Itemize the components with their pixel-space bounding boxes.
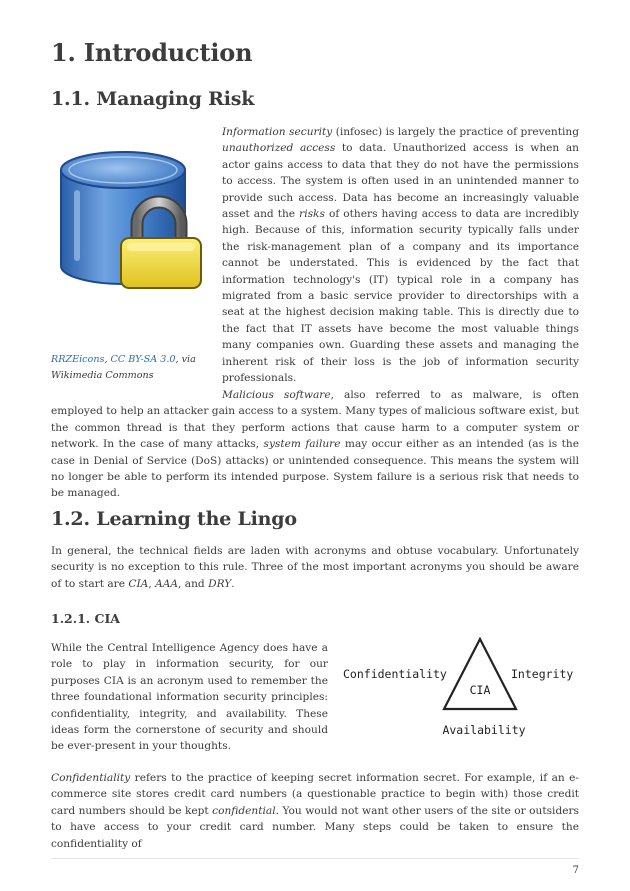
footer-divider bbox=[51, 858, 579, 859]
page-number: 7 bbox=[572, 865, 579, 876]
paragraph-cia: While the Central Intelligence Agency does have a role to play in information security, for our purposes CIA is an acronym used to remember the three foundational information security principles: confidentiality, integrity, and availability. These ideas form the cornerstone of security and should be ever-present in your thoughts. bbox=[51, 642, 328, 753]
triangle-label-integrity: Integrity bbox=[511, 667, 574, 681]
paragraph-information-security: Information security (infosec) is largely the practice of preventing unauthorized access to data. Unauthorized access is when an actor gains access to data that they do not have the permissions to access. The system is often used in an unintended manner to provide such access. Data has become an increasingly valuable asset and the risks of others having access to data are incredibly high. Because of this, information security typically falls under the risk-management plan of a company and its importance cannot be understated. This is evidenced by the fact that information technology's (IT) typical role in a company has migrated from a basic service provider to directorships with a seat at the highest decision making table. This is directly due to the fact that IT assets have become the most valuable things many companies own. Guarding these assets and managing the inherent risk of their loss is the job of information security professionals. bbox=[222, 126, 579, 385]
database-lock-icon bbox=[51, 148, 209, 293]
subsection-title-cia: 1.2.1. CIA bbox=[51, 611, 120, 626]
triangle-label-confidentiality: Confidentiality bbox=[343, 667, 447, 681]
figure-caption: RRZEicons, CC BY-SA 3.0, via Wikimedia Commons bbox=[51, 354, 196, 382]
section-title-managing-risk: 1.1. Managing Risk bbox=[51, 88, 255, 110]
paragraph-acronyms: In general, the technical fields are laden with acronyms and obtuse vocabulary. Unfortunately security is no exception to this rule. Three of the most important acronyms you should be aware of to start are CIA, AAA, and DRY. bbox=[51, 545, 579, 590]
cia-triangle-diagram bbox=[340, 632, 580, 744]
chapter-title: 1. Introduction bbox=[51, 38, 253, 67]
caption-license-link[interactable]: CC BY-SA 3.0 bbox=[110, 354, 176, 365]
caption-author-link[interactable]: RRZEicons bbox=[51, 354, 105, 365]
section-title-learning-lingo: 1.2. Learning the Lingo bbox=[51, 508, 297, 530]
paragraph-confidentiality: Confidentiality refers to the practice of keeping secret information secret. For example, if an e-commerce site stores credit card numbers (a questionable practice to begin with) those credit card numbers should be kept confidential. You would not want other users of the site or outsiders to have access to your credit card number. Many steps could be taken to ensure the confidentiality of bbox=[51, 772, 579, 850]
triangle-label-availability: Availability bbox=[442, 723, 526, 737]
triangle-shape bbox=[444, 639, 516, 709]
paragraph-malicious-software: Malicious software, also referred to as malware, is often employed to help an attacker gain access to a system. Many types of malicious software exist, but the common thread is that they perform actions that cause harm to a computer system or network. In the case of many attacks, system failure may occur either as an intended (as is the case in Denial of Service (DoS) attacks) or unintended consequence. This means the system will no longer be able to perform its intended purpose. System failure is a serious risk that needs to be managed. bbox=[51, 389, 579, 500]
triangle-label-center: CIA bbox=[469, 683, 491, 697]
